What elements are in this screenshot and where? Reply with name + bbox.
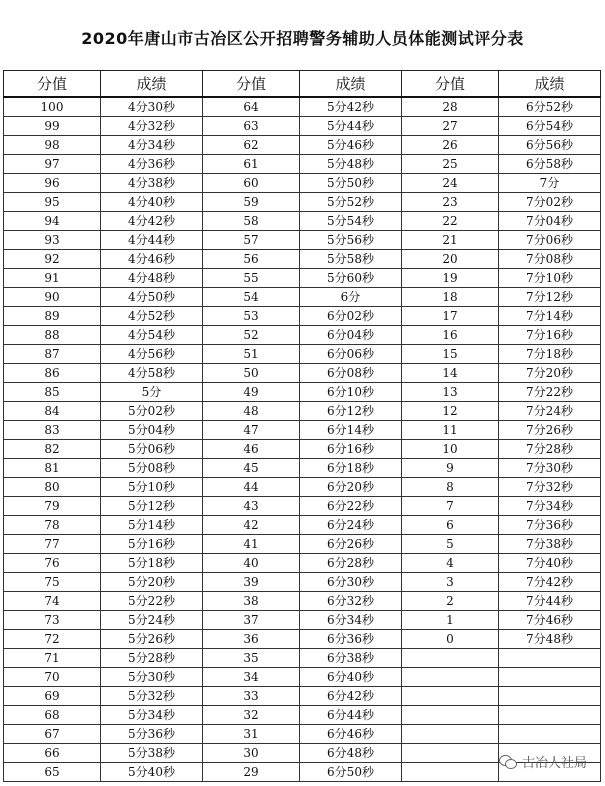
table-row [4, 155, 601, 174]
result-cell: 7分28秒 [499, 440, 601, 459]
score-cell: 17 [402, 307, 499, 326]
table-row [4, 231, 601, 250]
score-cell: 36 [203, 630, 300, 649]
score-cell: 78 [4, 516, 101, 535]
score-cell: 10 [402, 440, 499, 459]
score-cell: 76 [4, 554, 101, 573]
score-cell [402, 706, 499, 725]
score-cell: 23 [402, 193, 499, 212]
watermark [499, 752, 587, 771]
score-cell: 57 [203, 231, 300, 250]
header-score-1: 分值 [4, 71, 101, 98]
score-cell: 38 [203, 592, 300, 611]
score-cell: 49 [203, 383, 300, 402]
result-cell: 5分04秒 [101, 421, 203, 440]
result-cell: 7分38秒 [499, 535, 601, 554]
result-cell: 7分14秒 [499, 307, 601, 326]
result-cell: 5分22秒 [101, 592, 203, 611]
table-row [4, 611, 601, 630]
score-cell: 22 [402, 212, 499, 231]
table-row [4, 117, 601, 136]
result-cell: 6分06秒 [300, 345, 402, 364]
score-cell: 71 [4, 649, 101, 668]
result-cell: 5分20秒 [101, 573, 203, 592]
score-cell: 3 [402, 573, 499, 592]
result-cell: 5分12秒 [101, 497, 203, 516]
table-row [4, 212, 601, 231]
score-cell: 24 [402, 174, 499, 193]
score-cell: 9 [402, 459, 499, 478]
result-cell: 6分10秒 [300, 383, 402, 402]
score-cell: 52 [203, 326, 300, 345]
score-cell: 53 [203, 307, 300, 326]
score-cell: 90 [4, 288, 101, 307]
score-cell: 43 [203, 497, 300, 516]
header-score-2: 分值 [203, 71, 300, 98]
result-cell: 5分36秒 [101, 725, 203, 744]
score-cell: 27 [402, 117, 499, 136]
result-cell: 4分56秒 [101, 345, 203, 364]
result-cell: 6分28秒 [300, 554, 402, 573]
score-cell: 35 [203, 649, 300, 668]
score-cell [402, 649, 499, 668]
result-cell: 7分06秒 [499, 231, 601, 250]
score-cell: 88 [4, 326, 101, 345]
score-cell: 15 [402, 345, 499, 364]
score-cell: 60 [203, 174, 300, 193]
table-body [4, 97, 601, 782]
result-cell: 6分22秒 [300, 497, 402, 516]
header-score-3: 分值 [402, 71, 499, 98]
score-cell: 37 [203, 611, 300, 630]
score-cell: 72 [4, 630, 101, 649]
result-cell: 6分24秒 [300, 516, 402, 535]
result-cell: 5分48秒 [300, 155, 402, 174]
score-cell: 30 [203, 744, 300, 763]
score-cell: 77 [4, 535, 101, 554]
score-cell: 31 [203, 725, 300, 744]
result-cell: 4分36秒 [101, 155, 203, 174]
result-cell: 6分14秒 [300, 421, 402, 440]
result-cell: 5分54秒 [300, 212, 402, 231]
result-cell: 7分22秒 [499, 383, 601, 402]
result-cell: 4分50秒 [101, 288, 203, 307]
result-cell [499, 687, 601, 706]
result-cell: 5分56秒 [300, 231, 402, 250]
result-cell: 6分54秒 [499, 117, 601, 136]
result-cell: 6分42秒 [300, 687, 402, 706]
table-row [4, 573, 601, 592]
score-cell: 98 [4, 136, 101, 155]
result-cell: 4分38秒 [101, 174, 203, 193]
result-cell: 6分18秒 [300, 459, 402, 478]
score-cell: 81 [4, 459, 101, 478]
result-cell: 5分50秒 [300, 174, 402, 193]
result-cell: 6分08秒 [300, 364, 402, 383]
score-cell: 75 [4, 573, 101, 592]
score-cell: 0 [402, 630, 499, 649]
table-row [4, 307, 601, 326]
score-cell: 67 [4, 725, 101, 744]
table-row [4, 554, 601, 573]
score-cell: 92 [4, 250, 101, 269]
score-cell: 1 [402, 611, 499, 630]
result-cell: 7分16秒 [499, 326, 601, 345]
result-cell: 7分40秒 [499, 554, 601, 573]
score-cell: 42 [203, 516, 300, 535]
result-cell: 6分30秒 [300, 573, 402, 592]
result-cell: 5分08秒 [101, 459, 203, 478]
score-cell [402, 668, 499, 687]
score-cell: 95 [4, 193, 101, 212]
score-cell: 26 [402, 136, 499, 155]
result-cell: 7分24秒 [499, 402, 601, 421]
result-cell: 6分40秒 [300, 668, 402, 687]
result-cell: 4分54秒 [101, 326, 203, 345]
result-cell: 7分20秒 [499, 364, 601, 383]
result-cell: 4分58秒 [101, 364, 203, 383]
score-cell: 85 [4, 383, 101, 402]
score-cell: 86 [4, 364, 101, 383]
score-cell: 69 [4, 687, 101, 706]
result-cell: 6分50秒 [300, 763, 402, 782]
result-cell: 5分52秒 [300, 193, 402, 212]
header-result-3: 成绩 [499, 71, 601, 98]
result-cell: 5分58秒 [300, 250, 402, 269]
result-cell: 4分32秒 [101, 117, 203, 136]
score-cell: 51 [203, 345, 300, 364]
score-cell: 82 [4, 440, 101, 459]
score-cell: 13 [402, 383, 499, 402]
score-cell: 41 [203, 535, 300, 554]
score-cell: 74 [4, 592, 101, 611]
score-cell: 61 [203, 155, 300, 174]
score-cell: 73 [4, 611, 101, 630]
score-cell: 47 [203, 421, 300, 440]
score-cell: 66 [4, 744, 101, 763]
result-cell: 6分04秒 [300, 326, 402, 345]
result-cell: 7分36秒 [499, 516, 601, 535]
result-cell: 5分24秒 [101, 611, 203, 630]
result-cell: 7分34秒 [499, 497, 601, 516]
table-row [4, 649, 601, 668]
table-row [4, 478, 601, 497]
table-row [4, 630, 601, 649]
result-cell: 7分30秒 [499, 459, 601, 478]
score-cell: 16 [402, 326, 499, 345]
score-cell: 14 [402, 364, 499, 383]
result-cell: 5分06秒 [101, 440, 203, 459]
table-row [4, 516, 601, 535]
score-cell: 55 [203, 269, 300, 288]
page-title: 2020年唐山市古冶区公开招聘警务辅助人员体能测试评分表 [81, 29, 524, 48]
score-cell: 40 [203, 554, 300, 573]
result-cell: 7分10秒 [499, 269, 601, 288]
table-row [4, 269, 601, 288]
result-cell: 6分12秒 [300, 402, 402, 421]
header-result-2: 成绩 [300, 71, 402, 98]
table-row [4, 421, 601, 440]
result-cell: 5分 [101, 383, 203, 402]
score-cell: 8 [402, 478, 499, 497]
score-cell: 19 [402, 269, 499, 288]
result-cell: 6分48秒 [300, 744, 402, 763]
result-cell: 4分34秒 [101, 136, 203, 155]
score-cell: 48 [203, 402, 300, 421]
result-cell: 7分26秒 [499, 421, 601, 440]
result-cell: 5分26秒 [101, 630, 203, 649]
result-cell: 6分16秒 [300, 440, 402, 459]
result-cell: 5分34秒 [101, 706, 203, 725]
result-cell: 4分48秒 [101, 269, 203, 288]
score-cell: 12 [402, 402, 499, 421]
result-cell: 7分42秒 [499, 573, 601, 592]
score-cell: 65 [4, 763, 101, 782]
score-table [3, 70, 601, 782]
table-row [4, 440, 601, 459]
result-cell: 6分36秒 [300, 630, 402, 649]
watermark-text: 古冶人社局 [521, 756, 587, 771]
score-cell: 70 [4, 668, 101, 687]
score-cell: 63 [203, 117, 300, 136]
result-cell: 6分 [300, 288, 402, 307]
score-cell: 68 [4, 706, 101, 725]
score-cell: 97 [4, 155, 101, 174]
result-cell: 5分38秒 [101, 744, 203, 763]
result-cell: 7分48秒 [499, 630, 601, 649]
score-cell: 39 [203, 573, 300, 592]
score-cell: 21 [402, 231, 499, 250]
result-cell: 5分30秒 [101, 668, 203, 687]
score-cell: 99 [4, 117, 101, 136]
result-cell: 5分42秒 [300, 97, 402, 117]
result-cell: 7分32秒 [499, 478, 601, 497]
result-cell: 5分14秒 [101, 516, 203, 535]
score-cell: 80 [4, 478, 101, 497]
result-cell: 5分32秒 [101, 687, 203, 706]
score-cell: 44 [203, 478, 300, 497]
score-cell: 28 [402, 97, 499, 117]
score-cell: 4 [402, 554, 499, 573]
result-cell: 7分04秒 [499, 212, 601, 231]
table-row [4, 668, 601, 687]
result-cell: 6分34秒 [300, 611, 402, 630]
result-cell [499, 725, 601, 744]
score-cell: 59 [203, 193, 300, 212]
table-row [4, 459, 601, 478]
table-row [4, 326, 601, 345]
result-cell: 7分02秒 [499, 193, 601, 212]
table-row [4, 345, 601, 364]
result-cell: 6分20秒 [300, 478, 402, 497]
result-cell: 7分44秒 [499, 592, 601, 611]
score-cell: 11 [402, 421, 499, 440]
result-cell: 6分56秒 [499, 136, 601, 155]
score-cell: 83 [4, 421, 101, 440]
result-cell: 7分46秒 [499, 611, 601, 630]
result-cell [499, 668, 601, 687]
result-cell: 6分32秒 [300, 592, 402, 611]
score-cell: 64 [203, 97, 300, 117]
score-cell: 32 [203, 706, 300, 725]
score-cell: 20 [402, 250, 499, 269]
score-cell: 33 [203, 687, 300, 706]
result-cell: 5分60秒 [300, 269, 402, 288]
result-cell: 5分02秒 [101, 402, 203, 421]
result-cell: 5分46秒 [300, 136, 402, 155]
result-cell: 5分18秒 [101, 554, 203, 573]
table-row [4, 250, 601, 269]
score-cell: 29 [203, 763, 300, 782]
result-cell: 7分08秒 [499, 250, 601, 269]
score-cell: 18 [402, 288, 499, 307]
score-cell [402, 763, 499, 782]
table-row [4, 288, 601, 307]
result-cell: 4分42秒 [101, 212, 203, 231]
score-cell: 7 [402, 497, 499, 516]
score-cell: 54 [203, 288, 300, 307]
score-cell [402, 687, 499, 706]
result-cell: 5分44秒 [300, 117, 402, 136]
table-row [4, 725, 601, 744]
result-cell: 5分28秒 [101, 649, 203, 668]
score-cell: 5 [402, 535, 499, 554]
result-cell: 4分30秒 [101, 97, 203, 117]
result-cell [499, 649, 601, 668]
header-result-1: 成绩 [101, 71, 203, 98]
score-cell: 50 [203, 364, 300, 383]
score-cell: 93 [4, 231, 101, 250]
table-row [4, 402, 601, 421]
score-cell: 87 [4, 345, 101, 364]
table-row [4, 535, 601, 554]
result-cell: 5分40秒 [101, 763, 203, 782]
table-row [4, 687, 601, 706]
table-row [4, 97, 601, 117]
result-cell: 6分38秒 [300, 649, 402, 668]
score-cell: 45 [203, 459, 300, 478]
score-cell: 96 [4, 174, 101, 193]
result-cell: 7分 [499, 174, 601, 193]
table-row [4, 174, 601, 193]
score-cell: 6 [402, 516, 499, 535]
score-cell: 94 [4, 212, 101, 231]
table-row [4, 136, 601, 155]
score-cell: 34 [203, 668, 300, 687]
score-cell: 89 [4, 307, 101, 326]
result-cell: 7分18秒 [499, 345, 601, 364]
result-cell: 6分46秒 [300, 725, 402, 744]
score-cell: 84 [4, 402, 101, 421]
result-cell: 4分40秒 [101, 193, 203, 212]
table-row [4, 383, 601, 402]
score-cell: 100 [4, 97, 101, 117]
header-row [4, 71, 601, 98]
result-cell: 6分58秒 [499, 155, 601, 174]
result-cell: 6分02秒 [300, 307, 402, 326]
result-cell: 4分52秒 [101, 307, 203, 326]
table-row [4, 497, 601, 516]
result-cell: 6分26秒 [300, 535, 402, 554]
result-cell: 6分52秒 [499, 97, 601, 117]
wechat-icon [499, 755, 517, 769]
score-cell: 58 [203, 212, 300, 231]
score-cell [402, 744, 499, 763]
result-cell: 5分10秒 [101, 478, 203, 497]
score-cell: 91 [4, 269, 101, 288]
score-cell [402, 725, 499, 744]
result-cell: 4分44秒 [101, 231, 203, 250]
table-row [4, 592, 601, 611]
table-row [4, 193, 601, 212]
score-cell: 2 [402, 592, 499, 611]
result-cell: 7分12秒 [499, 288, 601, 307]
table-row [4, 364, 601, 383]
result-cell: 5分16秒 [101, 535, 203, 554]
score-cell: 46 [203, 440, 300, 459]
score-cell: 79 [4, 497, 101, 516]
result-cell: 4分46秒 [101, 250, 203, 269]
table-row [4, 706, 601, 725]
result-cell [499, 706, 601, 725]
score-cell: 25 [402, 155, 499, 174]
score-cell: 56 [203, 250, 300, 269]
result-cell: 6分44秒 [300, 706, 402, 725]
score-cell: 62 [203, 136, 300, 155]
